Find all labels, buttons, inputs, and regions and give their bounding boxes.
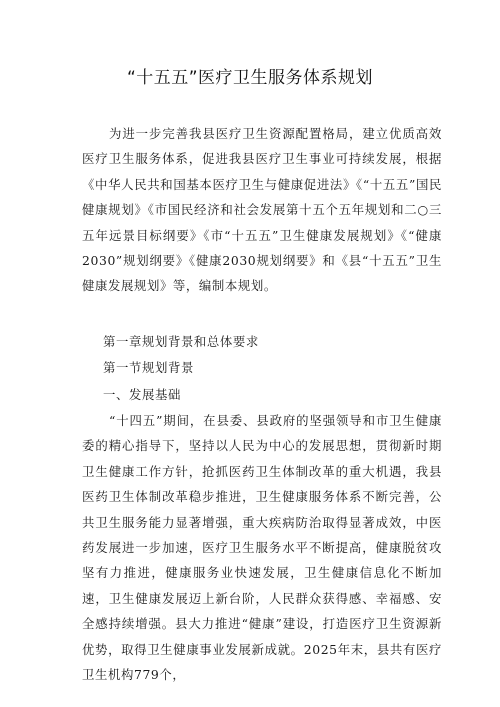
subsection-heading: 一、发展基础 xyxy=(103,387,181,402)
section-heading: 第一节规划背景 xyxy=(103,360,194,375)
document-title: “十五五”医疗卫生服务体系规划 xyxy=(126,68,374,88)
main-paragraph: “十四五”期间，在县委、县政府的坚强领导和市卫生健康委的精心指导下，坚持以人民为中心的发展思想，贯彻新时期卫生健康工作方针，抢抓医药卫生体制改革的重大机遇，我县医药卫生体制改革稳步推进，卫生健康服务体系不断完善，公共卫生服务能力显著增强，重大疾病防治取得显著成效，中医药发展进一步加速，医疗卫生服务水平不断提高，健康脱贫攻坚有力推进，健康服务业快速发展，卫生健康信息化不断加速，卫生健康发展迈上新台阶，人民群众获得感、幸福感、安全感持续增强。县大力推进“健康”建设，打造医疗卫生资源新优势，取得卫生健康事业发展新成就。2025年末，县共有医疗卫生机构779个， xyxy=(82,413,442,683)
chapter-heading: 第一章规划背景和总体要求 xyxy=(103,334,259,349)
intro-paragraph: 为进一步完善我县医疗卫生资源配置格局，建立优质高效医疗卫生服务体系，促进我县医疗卫生事业可持续发展，根据《中华人民共和国基本医疗卫生与健康促进法》《“十五五”国民健康规划》《市国民经济和社会发展第十五个五年规划和二○三五年远景目标纲要》《市“十五五”卫生健康发展规划》《“健康2030”规划纲要》《健康2030规划纲要》和《县“十五五”卫生健康发展规划》等，编制本规划。 xyxy=(82,126,442,294)
